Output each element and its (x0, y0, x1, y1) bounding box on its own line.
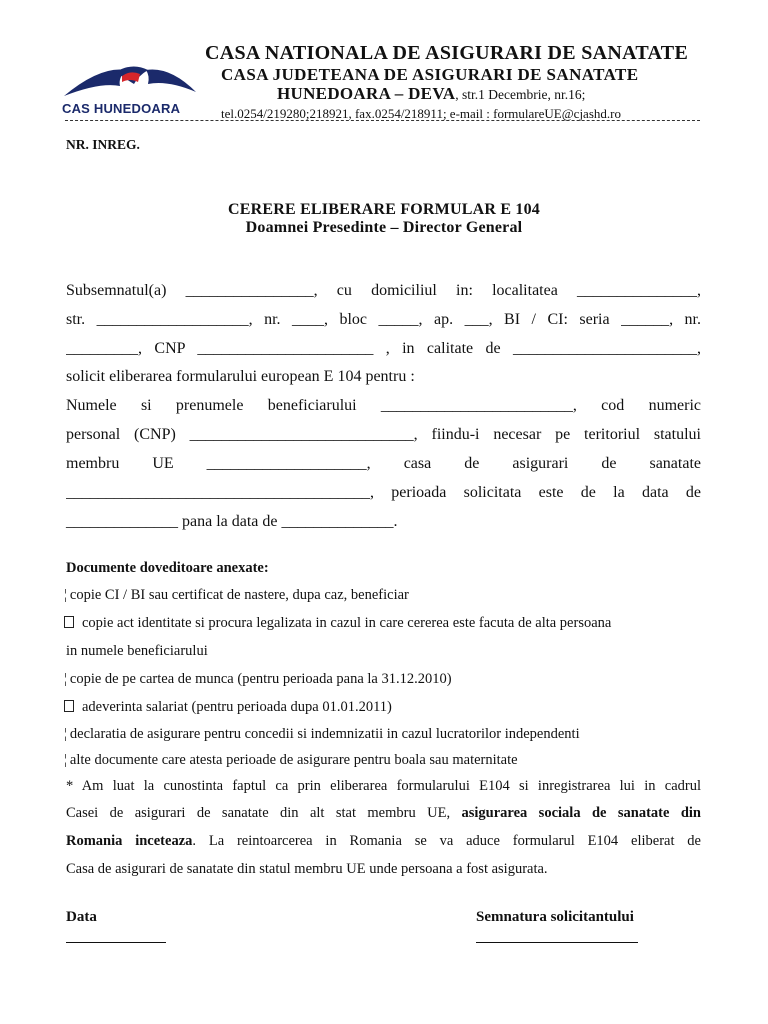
document-item-label: copie act identitate si procura legalizata in cazul in care cererea este facuta de alta persoana (82, 615, 612, 631)
document-item-label: declaratia de asigurare pentru concedii si indemnizatii in cazul lucratorilor independenti (69, 726, 580, 742)
note-line-3 (66, 833, 701, 853)
document-item-label: copie CI / BI sau certificat de nastere, dupa caz, beneficiar (69, 587, 409, 603)
note-emphasis: asigurarea sociala de sanatate din (461, 805, 701, 821)
documents-title: Documente doveditoare anexate: (66, 560, 269, 576)
broken-bar-icon: ¦ (64, 587, 67, 603)
broken-bar-icon: ¦ (64, 726, 67, 742)
logo-text: CAS HUNEDOARA (62, 101, 181, 116)
document-item-label: copie de pe cartea de munca (pentru perioada pana la 31.12.2010) (69, 671, 452, 687)
header-separator (65, 120, 700, 121)
note-line-4: Casa de asigurari de sanatate din statul membru UE unde persoana a fost asigurata. (66, 861, 548, 877)
institution-name: CASA NATIONALA DE ASIGURARI DE SANATATE (205, 42, 689, 64)
address-line (277, 84, 585, 104)
city: HUNEDOARA – DEVA (277, 84, 456, 103)
date-field[interactable] (66, 942, 166, 943)
signature-label: Semnatura solicitantului (476, 909, 634, 925)
form-title: CERERE ELIBERARE FORMULAR E 104 (227, 201, 540, 218)
checkbox-icon[interactable] (64, 616, 74, 628)
county-house-name: CASA JUDETEANA DE ASIGURARI DE SANATATE (221, 65, 639, 84)
date-label: Data (66, 909, 97, 925)
body-line-1: Subsemnatul(a) ________________, cu domiciliul in: localitatea _______________, (66, 282, 701, 299)
document-item (64, 726, 580, 743)
note-line-2 (66, 805, 701, 825)
registration-number-label: NR. INREG. (66, 137, 140, 152)
note-line-1: * Am luat la cunostinta faptul ca prin eliberarea formularului E104 si inregistrarea lui in cadrul (66, 778, 701, 794)
body-line-6: personal (CNP) ____________________________, fiindu-i necesar pe teritoriul statului (66, 426, 701, 443)
signature-field[interactable] (476, 942, 638, 943)
body-line-7: membru UE ____________________, casa de asigurari de sanatate (66, 455, 701, 472)
document-item (64, 699, 392, 716)
document-item (64, 671, 452, 688)
document-item (64, 752, 518, 769)
broken-bar-icon: ¦ (64, 671, 67, 687)
document-item (64, 587, 409, 604)
body-line-9: ______________ pana la data de ______________. (66, 513, 398, 530)
body-line-8: ______________________________________, perioada solicitata este de la data de (66, 484, 701, 501)
broken-bar-icon: ¦ (64, 752, 67, 768)
document-item (64, 615, 611, 632)
document-item-label: adeverinta salariat (pentru perioada dupa 01.01.2011) (82, 699, 392, 715)
body-line-5: Numele si prenumele beneficiarului ________________________, cod numeric (66, 397, 701, 414)
note-emphasis: Romania inceteaza (66, 833, 193, 849)
contact-line: tel.0254/219280;218921, fax.0254/218911; e-mail : formulareUE@cjashd.ro (221, 106, 621, 121)
document-item-label: alte documente care atesta perioade de asigurare pentru boala sau maternitate (69, 752, 518, 768)
body-line-4: solicit eliberarea formularului european E 104 pentru : (66, 368, 415, 385)
body-line-3: _________, CNP ______________________ , in calitate de _______________________, (66, 340, 701, 357)
document-item-continuation: in numele beneficiarului (66, 643, 208, 659)
checkbox-icon[interactable] (64, 700, 74, 712)
note-text: Casei de asigurari de sanatate din alt stat membru UE, (66, 805, 462, 821)
cas-logo-icon (60, 56, 200, 104)
form-addressee: Doamnei Presedinte – Director General (245, 219, 523, 236)
body-line-2: str. ___________________, nr. ____, bloc _____, ap. ___, BI / CI: seria ______, nr. (66, 311, 701, 328)
street: , str.1 Decembrie, nr.16; (455, 87, 586, 102)
note-text: . La reintoarcerea in Romania se va aduce formularul E104 eliberat de (192, 833, 701, 849)
